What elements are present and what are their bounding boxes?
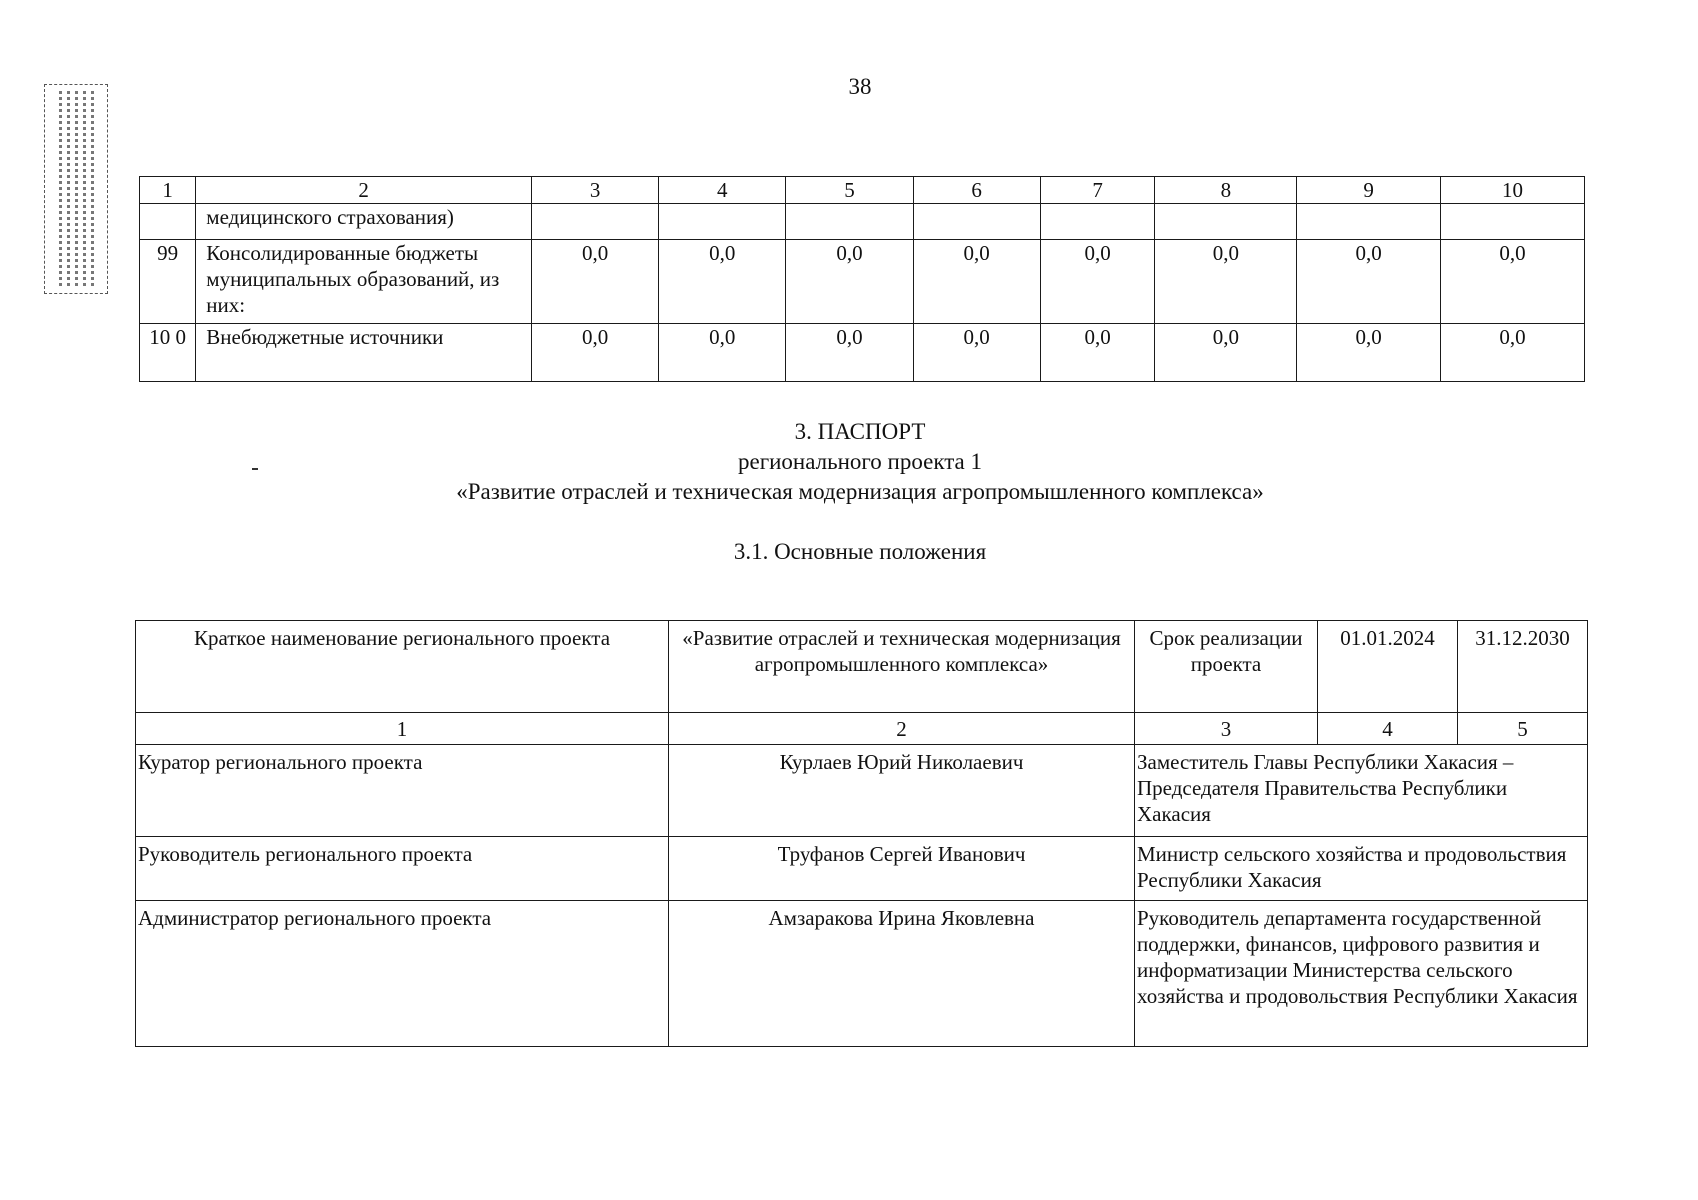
budget-table: [139, 176, 1585, 382]
row-name: Внебюджетные источники: [196, 324, 532, 382]
person-name: Курлаев Юрий Николаевич: [669, 745, 1135, 837]
cell-value: [786, 204, 913, 240]
section-subtitle: регионального проекта 1: [737, 449, 982, 474]
column-number: 3: [532, 177, 659, 204]
column-numbers-row: [136, 713, 1588, 745]
table-row: [136, 621, 1588, 713]
cell-value: 0,0: [913, 324, 1040, 382]
subsection-title: 3.1. Основные положения: [733, 539, 987, 564]
column-number: 7: [1040, 177, 1155, 204]
row-number: 10 0: [140, 324, 196, 382]
cell-value: 0,0: [1441, 240, 1585, 324]
table-row: [140, 240, 1585, 324]
person-name: Амзаракова Ирина Яковлевна: [669, 901, 1135, 1047]
column-number: 4: [659, 177, 786, 204]
cell-value: 0,0: [532, 240, 659, 324]
cell-value: 0,0: [659, 240, 786, 324]
row-name: Консолидированные бюджеты муниципальных образований, из них:: [196, 240, 532, 324]
column-number: 10: [1441, 177, 1585, 204]
table-row: [136, 901, 1588, 1047]
role-label: Руководитель регионального проекта: [136, 837, 669, 901]
column-number: 1: [136, 713, 669, 745]
cell-value: 0,0: [1297, 324, 1441, 382]
cell-value: 0,0: [1040, 240, 1155, 324]
short-name-label: Краткое наименование регионального проекта: [136, 621, 669, 713]
table-row: [136, 837, 1588, 901]
column-number: 6: [913, 177, 1040, 204]
cell-value: 0,0: [1155, 324, 1297, 382]
person-position: Заместитель Главы Республики Хакасия – Председателя Правительства Республики Хакасия: [1135, 745, 1588, 837]
section-title: 3. ПАСПОРТ: [794, 419, 926, 444]
row-number: 99: [140, 240, 196, 324]
column-number: 2: [669, 713, 1135, 745]
role-label: Куратор регионального проекта: [136, 745, 669, 837]
cell-value: 0,0: [786, 240, 913, 324]
cell-value: [1040, 204, 1155, 240]
column-number: 1: [140, 177, 196, 204]
term-label: Срок реализации проекта: [1135, 621, 1318, 713]
cell-value: 0,0: [913, 240, 1040, 324]
cell-value: 0,0: [1155, 240, 1297, 324]
cell-value: 0,0: [1441, 324, 1585, 382]
cell-value: [1441, 204, 1585, 240]
column-number: 9: [1297, 177, 1441, 204]
cell-value: 0,0: [1297, 240, 1441, 324]
row-number: [140, 204, 196, 240]
row-name: медицинского страхования): [196, 204, 532, 240]
cell-value: 0,0: [786, 324, 913, 382]
column-number: 5: [786, 177, 913, 204]
registration-stamp: [44, 84, 108, 294]
column-number: 8: [1155, 177, 1297, 204]
short-name-value: «Развитие отраслей и техническая модернизация агропромышленного комплекса»: [669, 621, 1135, 713]
cell-value: 0,0: [532, 324, 659, 382]
person-position: Министр сельского хозяйства и продовольствия Республики Хакасия: [1135, 837, 1588, 901]
table-header-row: [140, 177, 1585, 204]
project-name: «Развитие отраслей и техническая модернизация агропромышленного комплекса»: [456, 479, 1264, 504]
passport-table: [135, 620, 1588, 1047]
start-date: 01.01.2024: [1318, 621, 1458, 713]
person-position: Руководитель департамента государственной поддержки, финансов, цифрового развития и информатизации Министерства сельского хозяйства и продовольствия Республики Хакасия: [1135, 901, 1588, 1047]
person-name: Труфанов Сергей Иванович: [669, 837, 1135, 901]
cell-value: [1155, 204, 1297, 240]
cell-value: [659, 204, 786, 240]
cell-value: 0,0: [1040, 324, 1155, 382]
table-row: [136, 745, 1588, 837]
role-label: Администратор регионального проекта: [136, 901, 669, 1047]
cell-value: [532, 204, 659, 240]
table-row: [140, 324, 1585, 382]
column-number: 3: [1135, 713, 1318, 745]
column-number: 5: [1458, 713, 1588, 745]
end-date: 31.12.2030: [1458, 621, 1588, 713]
cell-value: [1297, 204, 1441, 240]
column-number: 2: [196, 177, 532, 204]
table-row: [140, 204, 1585, 240]
cell-value: [913, 204, 1040, 240]
column-number: 4: [1318, 713, 1458, 745]
scan-mark: [252, 468, 258, 470]
page-number: 38: [848, 74, 872, 99]
cell-value: 0,0: [659, 324, 786, 382]
